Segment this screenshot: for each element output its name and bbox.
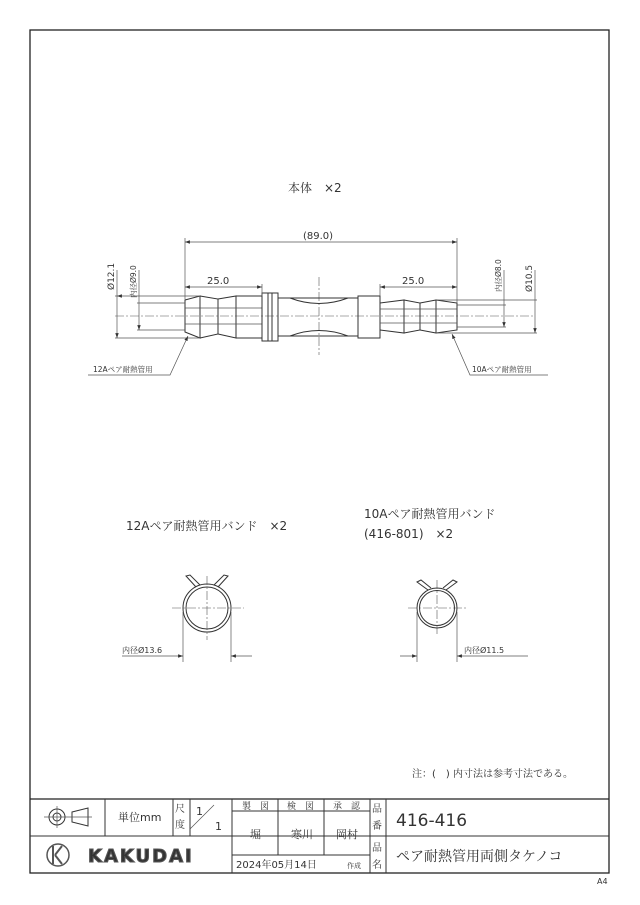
checked-by-header: 検 図 bbox=[287, 802, 315, 812]
dim-right-barb: 25.0 bbox=[402, 276, 425, 287]
creation-date-suffix: 作成 bbox=[347, 862, 361, 870]
body-title: 本体 ×2 bbox=[288, 181, 342, 195]
creation-date: 2024年05月14日 bbox=[236, 860, 317, 871]
dim-left-outer-dia: Ø12.1 bbox=[107, 262, 117, 290]
part-name: ペア耐熱管用両側タケノコ bbox=[396, 849, 563, 865]
made-by-header: 製 図 bbox=[242, 802, 270, 812]
dim-left-barb: 25.0 bbox=[207, 276, 230, 287]
checked-by-name: 寒川 bbox=[291, 828, 313, 841]
part-name-label-1: 品 bbox=[372, 843, 382, 854]
leader-right-label: 10Aペア耐熱管用 bbox=[472, 365, 532, 374]
band-right-inner-dia: 内径Ø11.5 bbox=[464, 646, 505, 655]
band-left-inner-dia: 内径Ø13.6 bbox=[122, 646, 163, 655]
part-no-label-1: 品 bbox=[372, 804, 382, 815]
band-left-title: 12Aペア耐熱管用バンド ×2 bbox=[126, 519, 288, 533]
fitting-body bbox=[115, 238, 537, 355]
band-right-title-line2: (416-801) ×2 bbox=[364, 527, 454, 541]
unit-label: 単位mm bbox=[118, 811, 162, 824]
scale-label-2: 度 bbox=[175, 820, 185, 831]
band-right-title-line1: 10Aペア耐熱管用バンド bbox=[364, 507, 496, 521]
approved-by-header: 承 認 bbox=[333, 802, 361, 812]
part-number: 416-416 bbox=[396, 811, 468, 831]
dim-right-inner-dia: 内径Ø8.0 bbox=[494, 259, 503, 292]
sheet-border bbox=[30, 30, 609, 873]
made-by-name: 堀 bbox=[250, 828, 261, 841]
dim-left-inner-dia: 内径Ø9.0 bbox=[129, 265, 138, 298]
part-no-label-2: 番 bbox=[372, 821, 382, 832]
dim-right-outer-dia: Ø10.5 bbox=[525, 264, 535, 292]
dim-overall-length: (89.0) bbox=[303, 231, 334, 242]
scale-denominator: 1 bbox=[215, 820, 222, 833]
projection-symbol-icon bbox=[44, 806, 92, 828]
scale-label-1: 尺 bbox=[175, 804, 185, 815]
kakudai-logo-icon bbox=[47, 844, 69, 866]
leader-left-label: 12Aペア耐熱管用 bbox=[93, 365, 153, 374]
paper-size: A4 bbox=[597, 877, 608, 886]
scale-numerator: 1 bbox=[196, 805, 203, 818]
part-name-label-2: 名 bbox=[372, 860, 382, 871]
approved-by-name: 岡村 bbox=[336, 828, 358, 841]
reference-note: 注：( ) 内寸法は参考寸法である。 bbox=[412, 769, 573, 780]
logo-text: KAKUDAI bbox=[88, 846, 194, 867]
